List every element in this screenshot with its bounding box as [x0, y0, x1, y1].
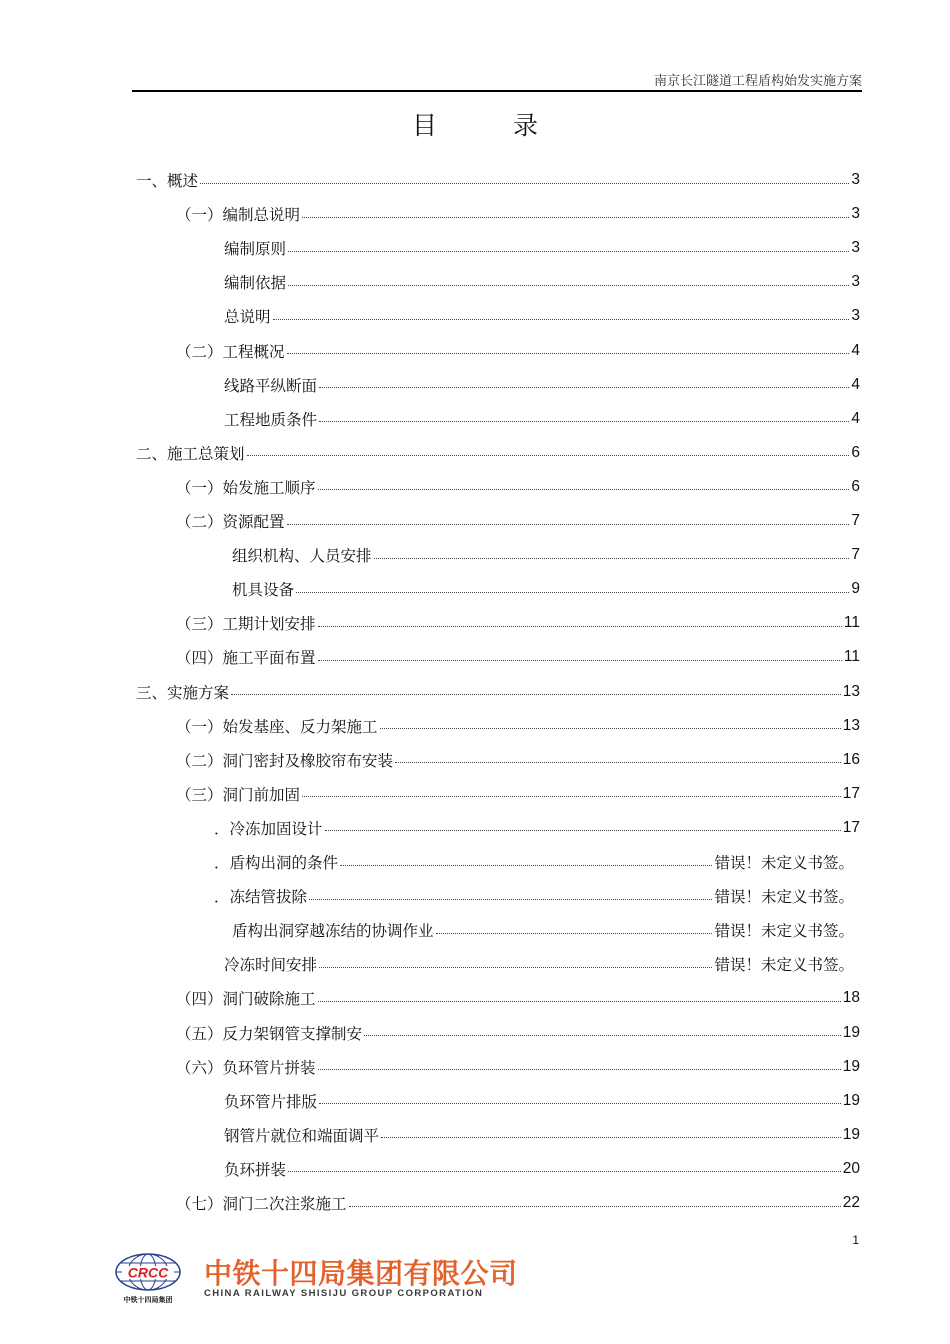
- toc-dot-leader: [288, 1159, 841, 1172]
- toc-entry-label: （七）洞门二次注浆施工: [176, 1195, 347, 1213]
- toc-entry-page: 19: [842, 1125, 860, 1143]
- toc-entry[interactable]: [176, 743, 860, 777]
- header-title: 南京长江隧道工程盾构始发实施方案: [653, 74, 862, 89]
- toc-dot-leader: [296, 580, 849, 593]
- toc-entry-page: 7: [851, 512, 860, 529]
- toc-dot-leader: [319, 955, 712, 968]
- toc-entry-label: 总说明: [224, 308, 271, 327]
- toc-entry-page: 11: [843, 614, 860, 632]
- toc-dot-leader: [318, 648, 842, 661]
- toc-entry-page: 错误！未定义书签。: [714, 888, 854, 907]
- toc-entry-page: 4: [851, 375, 860, 393]
- toc-entry-page: 17: [842, 818, 860, 836]
- header-rule: [132, 90, 862, 92]
- toc-dot-leader: [287, 512, 850, 525]
- toc-entry[interactable]: [136, 163, 860, 197]
- toc-entry-label: 负环管片排版: [224, 1092, 318, 1111]
- toc-entry-label: （三）工期计划安排: [176, 615, 316, 634]
- toc-entry[interactable]: [232, 913, 854, 947]
- toc-entry-page: 16: [842, 750, 860, 768]
- toc-entry[interactable]: [214, 879, 854, 913]
- toc-dot-leader: [364, 1023, 841, 1036]
- toc-dot-leader: [273, 307, 850, 320]
- toc-entry-label: （六）负环管片拼装: [176, 1058, 316, 1077]
- toc-entry[interactable]: [176, 1186, 860, 1220]
- toc-dot-leader: [381, 1125, 841, 1138]
- toc-entry-page: 6: [851, 443, 860, 461]
- toc-entry[interactable]: [224, 402, 860, 436]
- toc-dot-leader: [318, 614, 842, 627]
- toc-entry-label: 钢管片就位和端面调平: [224, 1126, 380, 1145]
- toc-entry[interactable]: [224, 947, 854, 981]
- toc-dot-leader: [395, 750, 841, 763]
- toc-dot-leader: [288, 239, 849, 252]
- toc-dot-leader: [247, 443, 850, 456]
- toc-entry-page: 错误！未定义书签。: [714, 854, 854, 872]
- toc-entry[interactable]: [136, 675, 860, 709]
- toc-entry[interactable]: [136, 436, 860, 470]
- toc-entry[interactable]: [176, 470, 860, 504]
- toc-entry-label: （二）资源配置: [176, 513, 285, 531]
- toc-entry-label: 冷冻时间安排: [224, 956, 318, 975]
- toc-entry-page: 错误！未定义书签。: [714, 956, 854, 975]
- toc-entry[interactable]: [176, 504, 860, 538]
- toc-entry[interactable]: [214, 845, 854, 879]
- toc-dot-leader: [302, 205, 849, 218]
- toc-entry-label: 工程地质条件: [224, 410, 318, 429]
- toc-dot-leader: [302, 784, 841, 797]
- toc-entry-label: 机具设备: [232, 581, 295, 600]
- toc-entry[interactable]: [176, 1016, 860, 1050]
- toc-entry[interactable]: [224, 1118, 860, 1152]
- logo-caption: 中铁十四局集团: [123, 1296, 173, 1304]
- toc-entry-label: 三、实施方案: [136, 683, 230, 702]
- toc-entry[interactable]: [176, 606, 860, 640]
- toc-dot-leader: [318, 477, 850, 490]
- toc-dot-leader: [200, 171, 849, 184]
- toc-dot-leader: [318, 1057, 841, 1070]
- toc-dot-leader: [288, 273, 849, 286]
- toc-entry-page: 18: [842, 989, 860, 1007]
- toc-dot-leader: [374, 546, 850, 559]
- toc-title: 目 录: [412, 111, 572, 140]
- toc-entry[interactable]: [232, 538, 860, 572]
- toc-dot-leader: [349, 1194, 841, 1207]
- toc-dot-leader: [319, 1091, 841, 1104]
- toc-dot-leader: [287, 341, 850, 354]
- company-name-en: CHINA RAILWAY SHISIJU GROUP CORPORATION: [204, 1288, 484, 1299]
- toc-entry[interactable]: [224, 368, 860, 402]
- toc-entry-page: 4: [851, 341, 860, 359]
- toc-entry-label: 一、概述: [136, 172, 199, 190]
- toc-entry-page: 19: [842, 1023, 860, 1041]
- toc-entry[interactable]: [214, 811, 860, 845]
- toc-entry-page: 7: [851, 546, 860, 564]
- toc-entry-page: 3: [851, 171, 860, 188]
- toc-dot-leader: [309, 887, 712, 900]
- toc-entry[interactable]: [176, 640, 860, 674]
- toc-dot-leader: [380, 716, 841, 729]
- toc-entry-page: 19: [842, 1057, 860, 1075]
- toc-entry-label: （五）反力架钢管支撑制安: [176, 1024, 363, 1043]
- toc-entry-page: 20: [842, 1159, 860, 1177]
- toc-entry-page: 错误！未定义书签。: [714, 922, 854, 941]
- toc-dot-leader: [436, 921, 713, 934]
- toc-entry-page: 3: [851, 307, 860, 325]
- toc-entry-label: （四）洞门破除施工: [176, 990, 316, 1009]
- toc-entry-page: 13: [842, 716, 860, 734]
- toc-entry-label: （一）始发施工顺序: [176, 478, 316, 497]
- toc-entry-page: 3: [851, 205, 860, 223]
- toc-dot-leader: [319, 375, 849, 388]
- page-number: 1: [852, 1233, 859, 1247]
- toc-entry-page: 11: [843, 648, 860, 666]
- toc-entry-label: ．冻结管拔除: [214, 888, 308, 907]
- toc-entry[interactable]: [232, 572, 860, 606]
- company-name-cn: 中铁十四局集团有限公司: [204, 1257, 518, 1290]
- toc-entry[interactable]: [176, 777, 860, 811]
- toc-entry-label: （一）编制总说明: [176, 206, 301, 225]
- toc-dot-leader: [325, 818, 841, 831]
- toc-entry[interactable]: [224, 231, 860, 265]
- toc-entry[interactable]: [224, 299, 860, 333]
- toc-entry-page: 17: [842, 784, 860, 802]
- toc-entry-page: 6: [851, 477, 860, 495]
- toc-entry-label: ．冷冻加固设计: [214, 819, 323, 838]
- toc-entry-label: 组织机构、人员安排: [232, 547, 372, 566]
- toc-entry-label: 线路平纵断面: [224, 376, 318, 395]
- toc-entry-label: （四）施工平面布置: [176, 649, 316, 668]
- toc-entry[interactable]: [176, 334, 860, 368]
- toc-entry[interactable]: [176, 197, 860, 231]
- toc-entry-page: 9: [851, 580, 860, 598]
- toc-entry[interactable]: [224, 1084, 860, 1118]
- toc-entry-label: （三）洞门前加固: [176, 785, 301, 804]
- toc-entry-label: 负环拼装: [224, 1160, 287, 1179]
- svg-text:CRCC: CRCC: [127, 1264, 169, 1281]
- toc-entry-page: 13: [842, 682, 860, 700]
- toc-entry-label: （二）洞门密封及橡胶帘布安装: [176, 751, 394, 770]
- toc-entry[interactable]: [176, 709, 860, 743]
- toc-entry-page: 3: [851, 273, 860, 291]
- toc-entry-label: （一）始发基座、反力架施工: [176, 717, 378, 736]
- toc-entry[interactable]: [224, 265, 860, 299]
- toc-entry-page: 22: [842, 1194, 860, 1211]
- toc-entry-label: ．盾构出洞的条件: [214, 854, 339, 872]
- toc-entry[interactable]: [176, 1050, 860, 1084]
- toc-dot-leader: [319, 409, 849, 422]
- toc-entry-page: 19: [842, 1091, 860, 1109]
- toc-entry-label: 二、施工总策划: [136, 444, 245, 463]
- toc-entry-page: 3: [851, 239, 860, 257]
- toc-entry-label: （二）工程概况: [176, 342, 285, 361]
- toc-dot-leader: [231, 682, 841, 695]
- toc-entry-label: 编制依据: [224, 274, 287, 293]
- toc-entry[interactable]: [224, 1152, 860, 1186]
- toc-entry-page: 4: [851, 409, 860, 427]
- toc-entry-label: 盾构出洞穿越冻结的协调作业: [232, 922, 434, 941]
- toc-dot-leader: [340, 853, 712, 866]
- toc-entry[interactable]: [176, 981, 860, 1015]
- toc-entry-label: 编制原则: [224, 240, 287, 259]
- toc-dot-leader: [318, 989, 841, 1002]
